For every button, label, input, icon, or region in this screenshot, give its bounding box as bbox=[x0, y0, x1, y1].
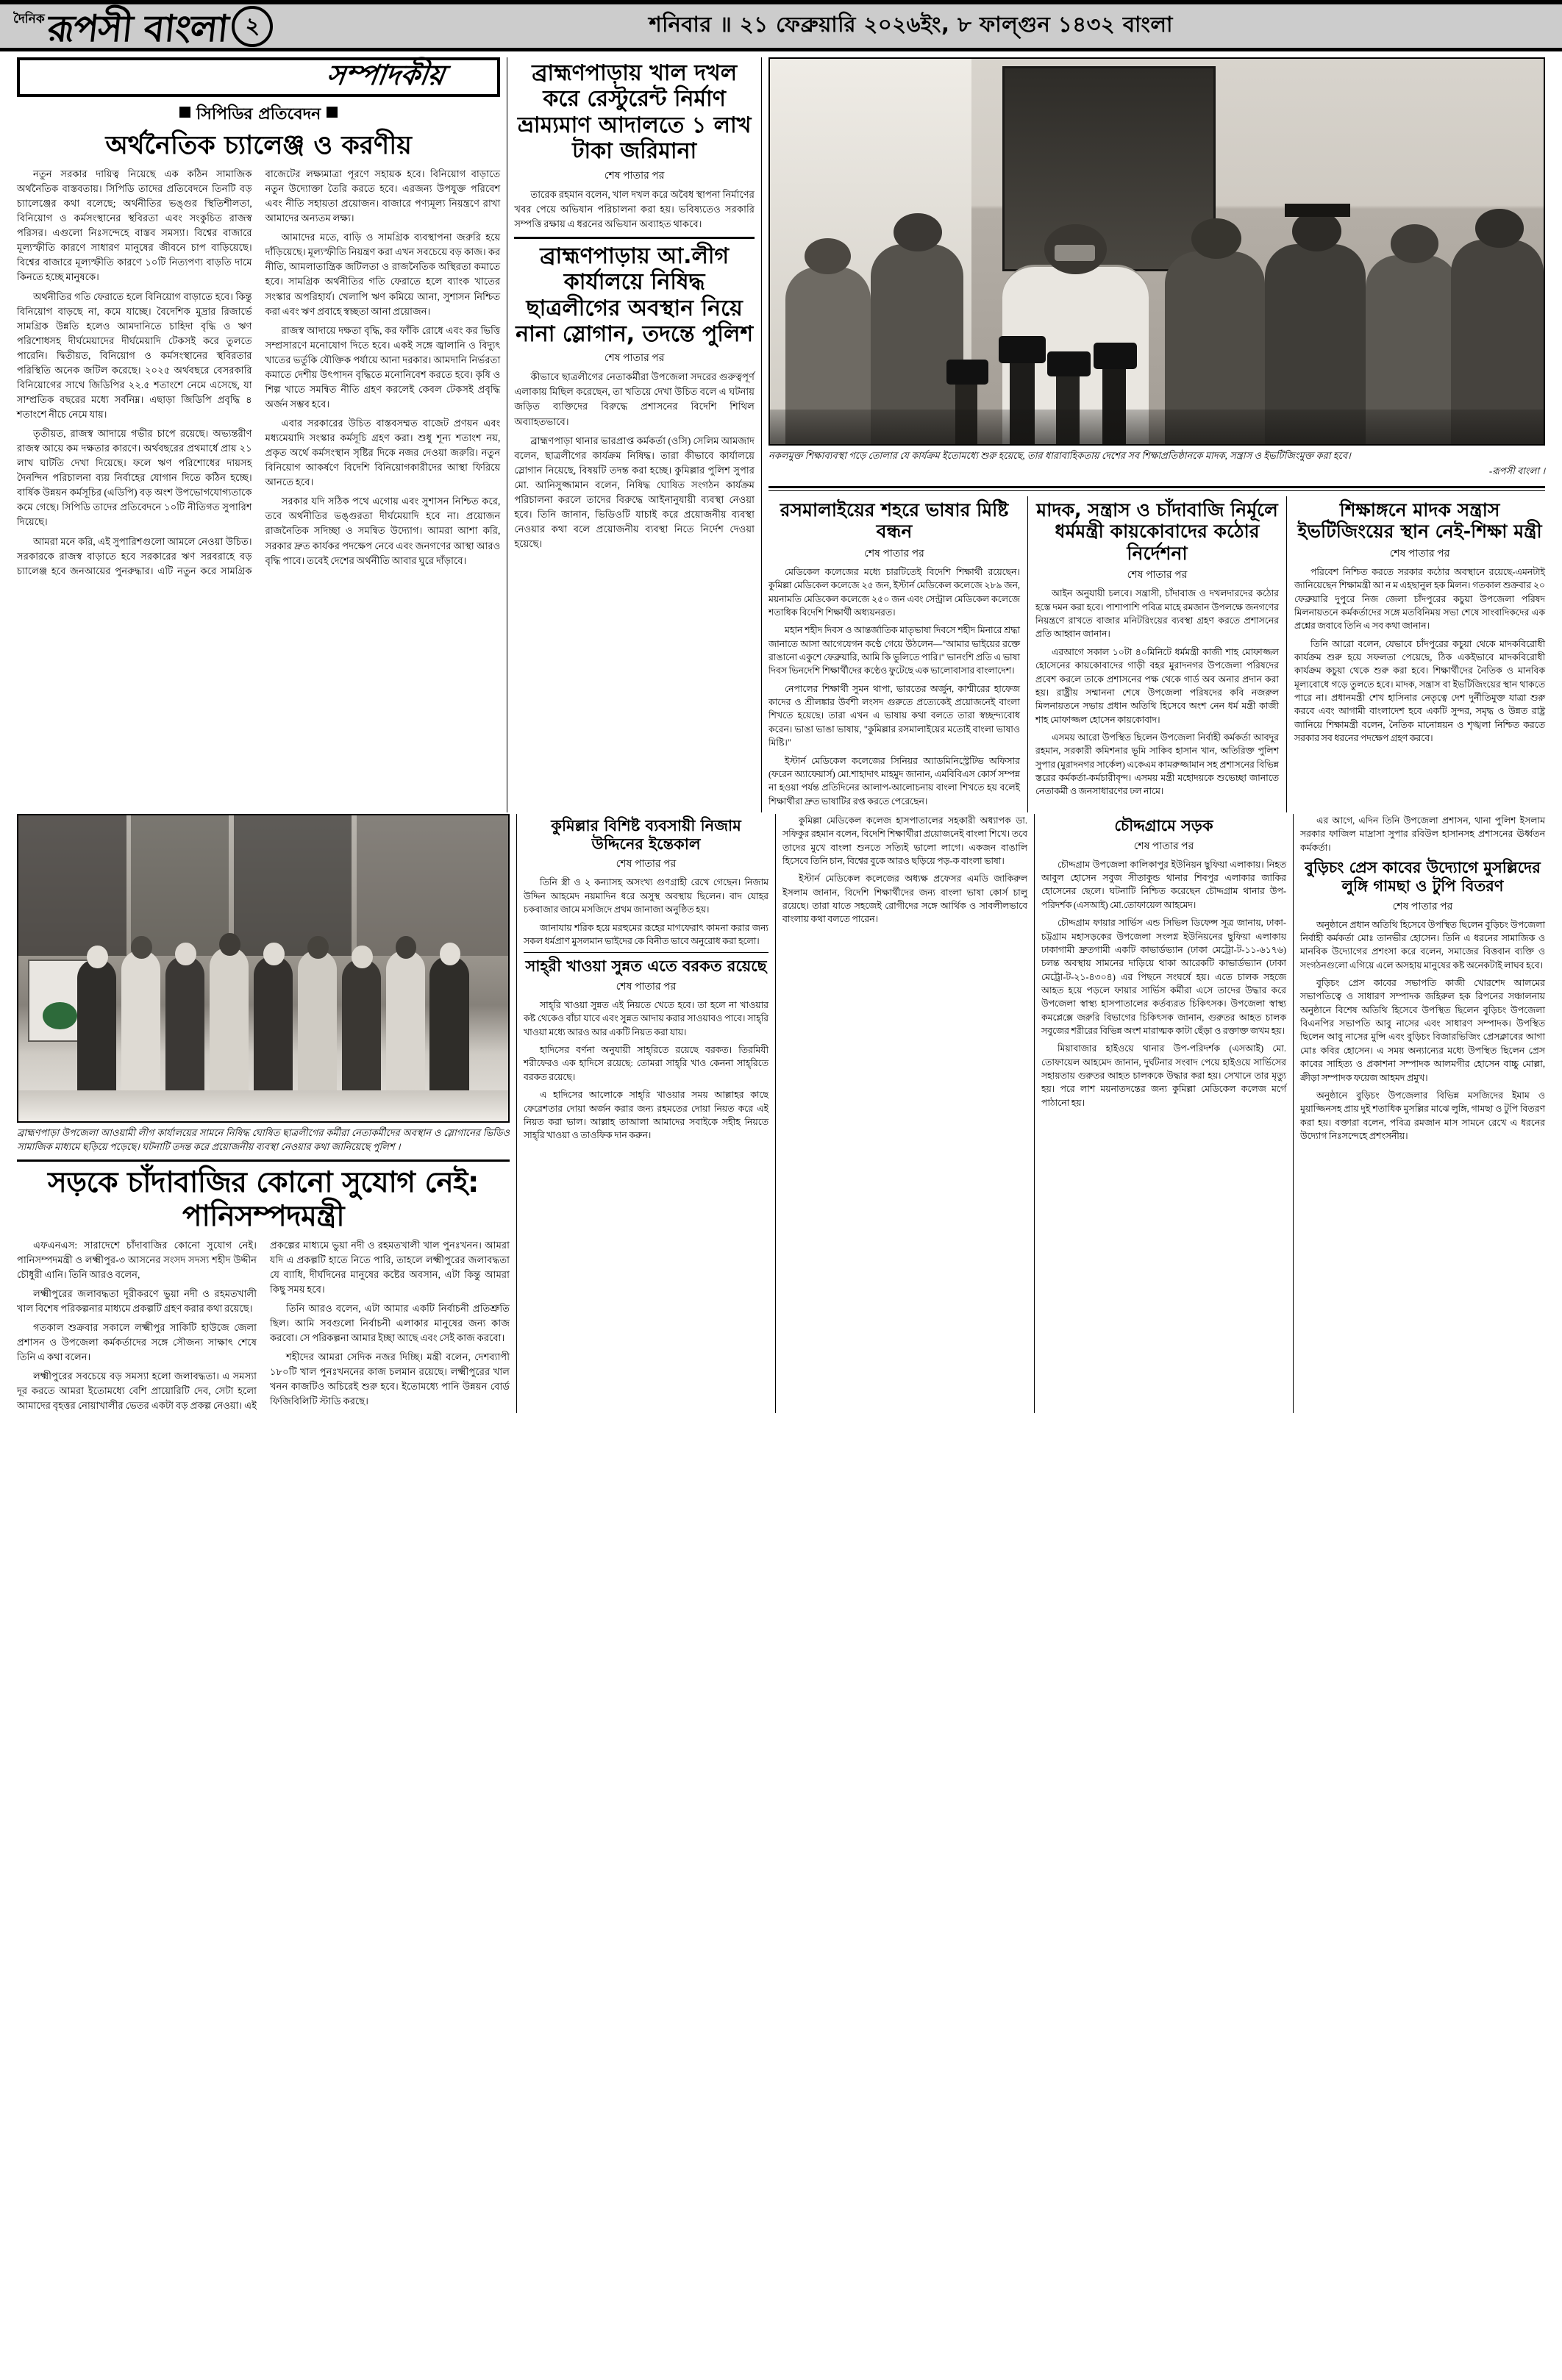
photo-person-head bbox=[894, 213, 941, 251]
photo-officer-cap-icon bbox=[1285, 204, 1350, 217]
article-paragraph: অনুষ্ঠানে বুড়িচং উপজেলার বিভিন্ন মসজিদের ইমাম ও মুয়াজ্জিনসহ প্রায় দুই শতাধিক মুসল্লির মাঝে লুঙ্গি, গামছা ও টুপি বিতরণ করা হয়। বক্তারা বলেন, পবিত্র রমজান মাস সামনে রেখে এ ধরনের উদ্যোগ নিঃসন্দেহে প্রশংসনীয়। bbox=[1300, 1090, 1545, 1141]
article-paragraph: চৌদ্দগ্রাম ফায়ার সার্ভিস এন্ড সিভিল ডিফেন্স সূত্র জানায়, ঢাকা-চট্টগ্রাম মহাসড়কের উপজেলা সংলগ্ন ইউনিয়নের ছুফিয়া এলাকায় ঢাকাগামী দ্রুতগামী একটি কাভার্ডভ্যান (ঢাকা মেট্রো-ট-১১-৬১৭৬) চলন্ত অবস্থায় সামনের দাড়িয়ে থাকা আরেকটি কাভার্ডভ্যান (ঢাকা মেট্রো-ট-২১-৪৩০৪) এর পিছনে সংঘর্ষে হয়। এতে চালক সহজে আহত হয়ে পড়লে ফায়ার সার্ভিস কর্মীরা এসে তাদের উদ্ধার করে উপজেলা স্বাস্থ্য হাসপাতালের কর্তব্যরত চিকিৎসক। উপজেলা স্বাস্থ্য কমপ্লেক্সে জরুরি বিভাগের চিকিৎসক জানান, গুরুতর আহত চালক সবুজের শরীরের বিভিন্ন অংশ মারাত্মক কাটা ছেঁড়া ও রক্তাক্ত জখম হয়। bbox=[1041, 918, 1286, 1037]
editorial-section bbox=[10, 57, 507, 812]
photo-eyeglasses-icon bbox=[1055, 245, 1095, 261]
article-paragraph: এর আগে, এদিন তিনি উপজেলা প্রশাসন, থানা পুলিশ ইসলাম সরকার ফাজিল মাদ্রাসা সুপার রবিউল হাসানসহ প্রশাসনের ঊর্ধ্বতন কর্মকর্তা। bbox=[1300, 815, 1545, 853]
article-paragraph: কীভাবে ছাত্রলীগের নেতাকর্মীরা উপজেলা সদরের গুরুত্বপূর্ণ এলাকায় মিছিল করেছেন, তা খতিয়ে দেখা উচিত বলে এ ঘটনায় জড়িত ব্যক্তিদের বিরুদ্ধে প্রশাসনের বিদেশি শিথিল অব্যাহতভাবে। bbox=[514, 371, 755, 427]
editorial-paragraph: রাজস্ব আদায়ে দক্ষতা বৃদ্ধি, কর ফাঁকি রোধে এবং কর ভিত্তি সম্প্রসারণে মনোযোগ দিতে হবে। একই সঙ্গে জ্বালানি ও বিদ্যুৎ খাতের ভর্তুকি যৌক্তিক পর্যায়ে আনা দরকার। আমদানি নির্ভরতা কমাতে দেশীয় উৎপাদন বৃদ্ধিতে মনোনিবেশ করতে হবে। কৃষি ও শিল্প খাতে সমন্বিত নীতি গ্রহণ করলেই কেবল টেকসই প্রবৃদ্ধি অর্জন সম্ভব হবে। bbox=[265, 324, 501, 410]
jump-line: শেষ পাতার পর bbox=[1389, 548, 1450, 560]
article-paragraph: তারেক রহমান বলেন, খাল দখল করে অবৈধ স্থাপনা নির্মাণের খবর পেয়ে অভিযান পরিচালনা করা হয়। ভবিষ্যতেও সরকারি সম্পত্তি রক্ষায় এ ধরনের অভিযান অব্যাহত থাকবে। bbox=[514, 188, 755, 229]
photo-person bbox=[342, 959, 381, 1093]
photo-shopfront bbox=[18, 815, 126, 956]
photo-person-head bbox=[131, 936, 152, 959]
masthead-date: শনিবার ॥ ২১ ফেব্রুয়ারি ২০২৬ইং, ৮ ফাল্গুন ১৪৩২ বাংলা bbox=[649, 12, 1173, 37]
section-divider bbox=[514, 237, 755, 239]
article-headline-shikkhangon: শিক্ষাঙ্গনে মাদক সন্ত্রাস ইভটিজিংয়ের স্থান নেই-শিক্ষা মন্ত্রী bbox=[1297, 498, 1542, 543]
article-headline-chadabaji: সড়কে চাঁদাবাজির কোনো সুযোগ নেই: পানিসম্পদমন্ত্রী bbox=[48, 1165, 479, 1233]
photo1-caption: নকলমুক্ত শিক্ষাব্যবস্থা গড়ে তোলার যে কার্যক্রম ইতোমধ্যে শুরু হয়েছে, তার ধারাবাহিকতায় দেশের সব শিক্ষাপ্রতিষ্ঠানকে মাদক, সন্ত্রাস ও ইভটিজিংমুক্ত করা হবে। bbox=[768, 450, 1351, 461]
article-headline-chatraleeg: ব্রাহ্মণপাড়ায় আ.লীগ কার্যালয়ে নিষিদ্ধ ছাত্রলীগের অবস্থান নিয়ে নানা স্লোগান, তদন্তে পুলিশ bbox=[516, 243, 754, 347]
bottom-region bbox=[10, 814, 1552, 1413]
article-paragraph: চৌদ্দগ্রাম উপজেলা কালিকাপুর ইউনিয়ন ছুফিয়া এলাকায়। নিহত আবুল হোসেন সবুজ সীতাকুন্ড থানার শিবপুর এলাকার জাকির হোসেনের ছেলে। ঘটনাটি নিশ্চিত করেছেন চৌদ্দগ্রাম থানার উপ-পরিদর্শক (এসআই) মো.তোফায়েল আহমেদ। bbox=[1041, 859, 1286, 910]
article-headline-burichang: বুড়িচং প্রেস কাবের উদ্যোগে মুসল্লিদের লুঙ্গি গামছা ও টুপি বিতরণ bbox=[1305, 859, 1541, 895]
article-headline-khal-dakhal: ব্রাহ্মণপাড়ায় খাল দখল করে রেস্টুরেন্ট নির্মাণ ভ্রাম্যমাণ আদালতে ১ লাখ টাকা জরিমানা bbox=[517, 60, 752, 165]
column-5 bbox=[1027, 496, 1286, 812]
photo-person-head bbox=[1391, 224, 1438, 262]
section-divider bbox=[768, 486, 1545, 491]
article-headline-rosmalai: রসমালাইয়ের শহরে ভাষার মিষ্টি বন্ধন bbox=[780, 498, 1009, 543]
top-region bbox=[10, 57, 1552, 812]
photo2-caption: ব্রাহ্মণপাড়া উপজেলা আওয়ামী লীগ কার্যালয়ের সামনে নিষিদ্ধ ঘোষিত ছাত্রলীগের কর্মীরা নেতাকর্মীদের অবস্থান ও স্লোগানের ভিডিও সামাজিক মাধ্যমে ছড়িয়ে পড়েছে। ঘটনাটি তদন্ত করে প্রয়োজনীয় ব্যবস্থা নেওয়ার কথা জানিয়েছে পুলিশ । bbox=[17, 1126, 510, 1152]
article-paragraph: এফএনএস: সারাদেশে চাঁদাবাজির কোনো সুযোগ নেই। পানিসম্পদমন্ত্রী ও লক্ষ্মীপুর-৩ আসনের সংসদ সদস্য শহীদ উদ্দীন চৌধুরী এানি। তিনি আরও বলেন, bbox=[17, 1239, 257, 1280]
editorial-paragraph: অর্থনীতির গতি ফেরাতে হলে বিনিয়োগ বাড়াতে হবে। কিন্তু বিনিয়োগ বাড়ছে না, কমে যাচ্ছে। বৈদেশিক মুদ্রার রিজার্ভে সামগ্রিক উন্নতি হলেও আমদানিতে চাহিদা বৃদ্ধি ও ঋণ পরিশোধসহ দীর্ঘমেয়াদের দীর্ঘমেয়াদি টেকসই করে তুলতে পারেনি। দ্বিতীয়ত, বিনিয়োগ ও কর্মসংস্থানের স্থবিরতার পরিস্থিতি অনেক জটিল করেছে। ২০২৫ অর্থবছরে বেসরকারি বিনিয়োগের সাথে জিডিপির ২২.৫ শতাংশে নেমে এসেছে, যা সাম্প্রতিক বছরের মধ্যে সর্বনিম্ন। এছাড়া জিডিপি প্রবৃদ্ধি ৪ শতাংশে নীচে নেমে যায়। bbox=[17, 290, 252, 420]
protest-rally-photo bbox=[17, 814, 510, 1123]
editorial-paragraph: তৃতীয়ত, রাজস্ব আদায়ে গভীর চাপে রয়েছে। অভ্যন্তরীণ রাজস্ব আয়ে কম দক্ষতার কারণে। অর্থবছরের প্রথমার্ধে প্রায় ২১ লাখ ঘাটতি দেখা দিয়েছে। ফলে ঋণ পরিশোধের দায়সহ দৈনন্দিন পরিচালনা ব্যয় নির্বাহের যোগান দিতে কঠিন হচ্ছে। বার্ষিক উন্নয়ন কর্মসূচির (এডিপি) বড় অংশ উপভোগযোগ্যতাকে কমে গেছে। সিপিডি তাদের প্রতিবেদনে ১০টি নীতিগত সুপারিশ দিয়েছে। bbox=[17, 428, 252, 528]
article-paragraph: তিনি আরো বলেন, যেভাবে চাঁদপুরের কচুয়া থেকে মাদকবিরোধী কার্যক্রম শুরু হয়ে সফলতা পেয়েছে, ঠিক একইভাবে মাদকবিরোধী কার্যক্রম কচুয়া থেকে শুরু করা হবে। শিক্ষার্থীদের নৈতিক ও মানবিক মূল্যবোধে গড়ে তুলতে হবে। মাদক, সন্ত্রাস বা ইভটিজিংয়ের স্থান থাকতে পারে না। প্রধানমন্ত্রী শেখ হাসিনার নেতৃত্বে দেশ দুর্নীতিমুক্ত যাত্রা শুরু করবে এবং আগামী বাংলাদেশ হবে একটি সুন্দর, সমৃদ্ধ ও উন্নত রাষ্ট্র জানিয়ে শিক্ষামন্ত্রী বলেন, নৈতিক মানোন্নয়ন ও শৃঙ্খলা নিশ্চিত করতে সরকার সব ধরনের পদক্ষেপ গ্রহণ করবে। bbox=[1294, 638, 1545, 744]
editorial-body bbox=[17, 167, 500, 579]
photo-person bbox=[210, 947, 249, 1094]
article-paragraph: বুড়িচং প্রেস কাবের সভাপতি কাজী খোরশেদ আলমের সভাপতিত্বে ও সাধারণ সম্পাদক জহিরুল হক রিপনের সঞ্চালনায় অনুষ্ঠানে বিশেষ অতিথি হিসেবে উপস্থিত ছিলেন বুড়িচং উপজেলা বিএনপির সভাপতি আবু নাসের এবং সাধারণ সম্পাদক। উপস্থিত ছিলেন আবু নাসের মুন্সি এবং বুড়িচং বিজারভিজিং প্রেসক্লাবের আগা মোঃ কবির হোসেন। এ সময় অন্যান্যের মধ্যে উপস্থিত ছিলেন প্রেস কাবের সাহিত্য ও প্রকাশনা সম্পাদক আলমগীর হোসেন বাচ্চু মোল্লা, ক্রীড়া সম্পাদক ফয়েজ আহমদ প্রমুখ। bbox=[1300, 978, 1545, 1083]
article-paragraph: নেপালের শিক্ষার্থী সুমন থাপা, ভারতের অর্জুন, কাশ্মীরের হাফেজ কাদের ও শ্রীলঙ্কার উর্বশী লংসদ গুরুতে প্রত্যেকেই প্রয়োজনেই বাংলা শিখতে হয়েছে। তারা এখন এ ভাষায় কথা বলতে তারা স্বচ্ছন্দ্যবোধ করেন। ভাঙা ভাঙা ভাষায়, "কুমিল্লার রসমালাইয়ের মতোই বাংলা ভাষাও মিষ্টি।" bbox=[768, 683, 1020, 748]
section-divider bbox=[17, 1159, 510, 1162]
column-3-bottom bbox=[516, 814, 775, 1413]
jump-line: শেষ পাতার পর bbox=[616, 982, 677, 993]
chadabaji-body bbox=[17, 1238, 510, 1414]
column-6 bbox=[1286, 496, 1545, 812]
article-paragraph: এ হাদিসের আলোকে সাহ্‌রি খাওয়ার সময় আল্লাহর কাছে ফেরেশতার দোয়া অর্জন করার জন্য রহমতের দোয়া নিয়ত করে এই নিয়ত করা ভাল। আল্লাহ তাআলা আমাদের সবাইকে সহীহ নিয়তে সাহ্‌রি খাওয়া ও তাওফিক দান করুন। bbox=[524, 1090, 768, 1141]
press-conference-photo bbox=[768, 57, 1545, 446]
article-paragraph: অনুষ্ঠানে প্রধান অতিথি হিসেবে উপস্থিত ছিলেন বুড়িচং উপজেলা নির্বাহী কর্মকর্তা মোঃ তানভীর হোসেন। তিনি এ ধরনের সামাজিক ও মানবিক উদ্যোগের প্রশংসা করে বলেন, সমাজের বিত্তবান ব্যক্তি ও সংগঠনগুলো এগিয়ে এলে অসহায় মানুষের কষ্ট অনেকটাই লাঘব হবে। bbox=[1300, 919, 1545, 971]
photo-person bbox=[386, 950, 425, 1094]
section-divider bbox=[524, 952, 768, 953]
editorial-banner-label: সম্পাদকীয় bbox=[324, 59, 447, 91]
photo1-credit: -রূপসী বাংলা । bbox=[1488, 465, 1545, 476]
photo-microphone-icon bbox=[1094, 343, 1137, 369]
column-4-bottom bbox=[775, 814, 1034, 1413]
jump-line: শেষ পাতার পর bbox=[1127, 570, 1188, 582]
photo-person-head bbox=[1292, 211, 1341, 251]
photo-person bbox=[254, 956, 293, 1093]
article-paragraph: সাহ্‌রি খাওয়া সুন্নত এই নিয়তে খেতে হবে। তা হলে না খাওয়ার কষ্ট থেকেও বাঁচা যাবে এবং সুন্নত আদায় করার সাওয়াবও পাবে। সাহ্‌রি খাওয়া মধ্যে আরও আর একটি নিয়ত করা যায়। bbox=[524, 1000, 768, 1037]
photo-microphone-icon bbox=[946, 360, 988, 385]
photo-person-head bbox=[440, 943, 461, 965]
photo-person bbox=[429, 956, 468, 1093]
photo-person-head bbox=[1475, 209, 1523, 247]
jump-line: শেষ পাতার পর bbox=[604, 170, 665, 182]
article-paragraph: গতকাল শুক্রবার সকালে লক্ষ্মীপুর সাকিটি হাউজে জেলা প্রশাসন ও উপজেলা কর্মকর্তাদের সঙ্গে সৌজন্য সাক্ষাৎ শেষে তিনি এ কথা বলেন। bbox=[17, 1321, 257, 1363]
column-6-bottom bbox=[1293, 814, 1552, 1413]
photo-person-head bbox=[263, 943, 285, 965]
square-bullet-right-icon bbox=[327, 107, 338, 118]
masthead-kicker: দৈনিক bbox=[13, 11, 45, 26]
jump-line: শেষ পাতার পর bbox=[1392, 901, 1453, 912]
sub-columns-under-photo bbox=[768, 496, 1545, 812]
photo-shopfront bbox=[131, 815, 229, 956]
article-paragraph: ইস্টার্ন মেডিকেল কলেজের সিনিয়র অ্যাডমিনিস্ট্রেটিভ অফিসার (ফরেন অ্যাফেয়ার্স) মো.শাহাদাৎ মাহমুদ জানান, এমবিবিএস কোর্স সম্পন্ন না হওয়া পর্যন্ত প্রতিদিনের আলাপ-আলোচনায় বাংলা শিখতে হয় বলেই শিক্ষার্থীরা দ্রুত ভাষাটির রপ্ত করতে পেরেছেন। bbox=[768, 755, 1020, 807]
editorial-paragraph: নতুন সরকার দায়িত্ব নিয়েছে এক কঠিন সামাজিক অর্থনৈতিক বাস্তবতায়। সিপিডি তাদের প্রতিবেদনে তিনটি বড় চ্যালেঞ্জের কথা বলেছে; অর্থনীতির ভঙ্গুর স্থিতিশীলতা, বিনিয়োগ ও কর্মসংস্থানের স্থবিরতা এবং সংকুচিত রাজস্ব পরিসর। এগুলো নিঃসন্দেহে বাস্তব সমস্যা। বিশ্বের বাজারে মূল্যস্ফীতি কারণে সাধারণ মানুষের জীবনে চাপ বাড়িয়েছে। বিশ্বের বাজারে মূল্যস্ফীতি কারণে ১০টি নিত্যপণ্য বাড়তি দামে কিনতে হচ্ছে মানুষকে। bbox=[17, 168, 252, 283]
article-headline-choddogram: চৌদ্দগ্রামে সড়ক bbox=[1114, 816, 1213, 835]
photo-person bbox=[165, 956, 204, 1093]
article-paragraph: ব্রাহ্মণপাড়া থানার ভারপ্রাপ্ত কর্মকর্তা (ওসি) সেলিম আমজাদ বলেন, ছাত্রলীগের কার্যক্রম নিষিদ্ধ। তারা কীভাবে কার্যালয়ে স্লোগান নিয়েছে, বিষয়টি তদন্ত করা হচ্ছে। কুমিল্লার পুলিশ সুপার মো. আনিসুজ্জামান বলেন, নিষিদ্ধ ঘোষিত সংগঠন কার্যক্রম পরিচালনা করলে তাদের বিরুদ্ধে আইনানুযায়ী ব্যবস্থা নেওয়া হবে। তিনি জানান, ভিডিওটি যাচাই করে প্রয়োজনীয় ব্যবস্থা নেওয়ার কথা বলে প্রয়োজনীয় ব্যবস্থা নিতে নির্দেশ দেওয়া হয়েছে। bbox=[514, 435, 755, 549]
article-headline-sahri: সাহ্‌রী খাওয়া সুন্নত এতে বরকত রয়েছে bbox=[525, 957, 767, 976]
article-paragraph: তিনি স্ত্রী ও ২ কন্যাসহ অসংখ্য গুণগ্রাহী রেখে গেছেন। নিজাম উদ্দিন আহমেদ নয়মাদিন ধরে অসুস্থ অবস্থায় ছিলেন। বাদ যোহর চকবাজার জামে মসজিদে প্রথম জানাজা অনুষ্ঠিত হয়। bbox=[524, 877, 768, 915]
photo-microphone-icon bbox=[1047, 351, 1091, 376]
editorial-paragraph: আমরা মনে করি, এই সুপারিশগুলো আমলে নেওয়া উচিত। সরকারকে রাজস্ব বাড়াতে হবে সরকারের ঋণ সরবরাহে বড় চ্যালেঞ্জ হবে জনআয়ের পুনরুদ্ধার। এটি নতুন করে সামগ্রিক বাজেটের লক্ষ্যমাত্রা পূরণে সহায়ক হবে। বিনিয়োগ বাড়াতে নতুন উদ্যোক্তা তৈরি করতে হবে। এরজন্য উপযুক্ত পরিবেশ এবং নীতি সহায়তা প্রয়োজন। বাজারে পণ্যমূল্য নিয়ন্ত্রণে রাখা আমাদের অন্যতম লক্ষ্য। bbox=[17, 168, 501, 576]
editorial-paragraph: আমাদের মতে, বাড়ি ও সামগ্রিক ব্যবস্থাপনা জরুরি হয়ে দাঁড়িয়েছে। মূল্যস্ফীতি নিয়ন্ত্রণ করা এখন সবচেয়ে বড় কাজ। কর নীতি, আমলাতান্ত্রিক জটিলতা ও রাজনৈতিক অস্থিরতা কমাতে হবে। সামগ্রিক অর্থনীতির গতি ফেরাতে হলে ব্যাংক খাতের সংস্কার অপরিহার্য। খেলাপি ঋণ কমিয়ে আনা, সুশাসন নিশ্চিত করা এবং ঋণ প্রবাহে স্বচ্ছতা আনা প্রয়োজন। bbox=[265, 232, 501, 317]
article-paragraph: শহীদের আমরা সেদিক নজর দিচ্ছি। মন্ত্রী বলেন, দেশব্যাপী ১৮০টি খাল পুনঃখননের কাজ চলমান রয়েছে। লক্ষ্মীপুরের খাল খনন কাজটিও অচিরেই শুরু হবে। ইতোমধ্যে পানি উন্নয়ন বোর্ড ফিজিবিলিটি স্টাডি করছে। bbox=[270, 1351, 510, 1407]
article-paragraph: ইস্টার্ন মেডিকেল কলেজের অধ্যক্ষ প্রফেসর এমডি জাকিরুল ইসলাম জানান, বিদেশি শিক্ষার্থীদের জন্য বাংলা ভাষা কোর্স চালু রয়েছে। তারা যাতে সহজেই রোগীদের সঙ্গে আর্থিক ও সাবলীলভাবে বাংলায় কথা বলতে পারেন। bbox=[782, 873, 1027, 925]
article-paragraph: তিনি আরও বলেন, এটা আমার একটি নির্বাচনী প্রতিশ্রুতি ছিল। আমি সবগুলো নির্বাচনী এলাকার মানুষের জন্য কাজ করবো। সে পরিকল্পনা আমার ইচ্ছা আছে এবং সেই কাজ করবো। bbox=[270, 1302, 510, 1344]
article-paragraph: মহান শহীদ দিবস ও আন্তর্জাতিক মাতৃভাষা দিবসে শহীদ মিনারে শ্রদ্ধা জানাতে আসা আগেযেগন কণ্ঠে গেয়ে উঠলেন—"আমার ভাইয়ের রক্তে রাঙানো একুশে ফেব্রুয়ারি, আমি কি ভুলিতে পারি।" ভানংশি প্রতি এ ভাষা দিবস ভিনদেশি শিক্ষার্থীদের কণ্ঠেও ফুটেছে এক ভালোবাসার বাংলাদেশ। bbox=[768, 625, 1020, 676]
editorial-kicker-label: সিপিডির প্রতিবেদন bbox=[196, 105, 321, 124]
photo-person bbox=[298, 950, 337, 1094]
photo-microphone-icon bbox=[999, 336, 1045, 363]
photo-shopfront bbox=[357, 815, 508, 956]
photo-ground bbox=[18, 1090, 508, 1121]
masthead bbox=[0, 0, 1562, 51]
article-paragraph: জানাযায় শরিক হয়ে মরহুমের রূহের মাগফেরাৎ কামনা করার জন্য সকল ধর্মপ্রাণ মুসলমান ভাইদের কে বিনীত ভাবে অনুরোধ করা হলো। bbox=[524, 922, 768, 946]
article-paragraph: আইন অনুযায়ী চলবে। সন্ত্রাসী, চাঁদাবাজ ও দখলদারদের কঠোর হস্তে দমন করা হবে। পাশাপাশি পবিত্র মাহে রমজান উপলক্ষে জনগণের নিয়ন্ত্রণে রাখতে বাজার মনিটরিংয়ের ব্যবস্থা গ্রহণ করতে প্রশাসনের প্রতি আহ্বান জানান। bbox=[1035, 588, 1279, 640]
photo-banner-emblem-icon bbox=[43, 1002, 77, 1029]
page-number-badge: ২ bbox=[232, 6, 273, 47]
column-3 bbox=[507, 57, 761, 812]
article-paragraph: এসময় আরো উপস্থিত ছিলেন উপজেলা নির্বাহী কর্মকর্তা আবদুর রহমান, সরকারী কমিশনার ভূমি সাকিব হাসান খান, অতিরিক্ত পুলিশ সুপার (মুরাদনগর সার্কেল) একেএম কামরুজ্জামান সহ প্রশাসনের বিভিন্ন স্তরের কর্মকর্তা-কর্মচারীবৃন্দ। এসময় মন্ত্রী মহোদয়কে শুভেচ্ছা জানাতে নেতাকর্মী ও জনসাধারণের ঢল নামে। bbox=[1035, 732, 1279, 797]
article-paragraph: মেডিকেল কলেজের মধ্যে চারটিতেই বিদেশি শিক্ষার্থী রয়েছেন। কুমিল্লা মেডিকেল কলেজে ২৫ জন, ইস্টার্ন মেডিকেল কলেজে ২৮৯ জন, ময়নামতি মেডিকেল কলেজে ২৫০ জন এবং সেন্ট্রাল মেডিকেল কলেজে শতাধিক বিদেশি শিক্ষার্থী অধ্যয়নরত। bbox=[768, 566, 1020, 618]
editorial-banner bbox=[17, 57, 500, 97]
column-1-bottom bbox=[10, 814, 516, 1413]
photo-foreground-shadow bbox=[770, 410, 1544, 444]
article-paragraph: হাদিসের বর্ণনা অনুযায়ী সাহ্‌রিতে রয়েছে বরকত। তিরমিযী শরীফেরও এক হাদিসে রয়েছে: তোমরা সাহ্‌রি খাও কেননা সাহ্‌রিতে বরকত রয়েছে। bbox=[524, 1045, 768, 1082]
jump-line: শেষ পাতার পর bbox=[604, 353, 665, 365]
photo-person-head bbox=[307, 936, 329, 959]
column-4-6-block bbox=[761, 57, 1552, 812]
editorial-paragraph: সরকার যদি সঠিক পথে এগোয় এবং সুশাসন নিশ্চিত করে, তবে অর্থনীতির ভঙ্গুরতা দীর্ঘমেয়াদি হবে না। প্রয়োজন রাজনৈতিক সদিচ্ছা ও সমন্বিত উদ্যোগ। আমরা আশা করি, সরকার দ্রুত কার্যকর পদক্ষেপ নেবে এবং জনগণের আস্থা আরও বৃদ্ধি পাবে। তবেই দেশের অর্থনীতি আবার ঘুরে দাঁড়াবে। bbox=[265, 496, 501, 566]
photo-person-head bbox=[352, 946, 373, 968]
editorial-headline: অর্থনৈতিক চ্যালেঞ্জ ও করণীয় bbox=[105, 131, 412, 160]
photo-person-head bbox=[87, 946, 108, 968]
article-paragraph: কুমিল্লা মেডিকেল কলেজ হাসপাতালের সহকারী অধ্যাপক ডা. সফিকুর রহমান বলেন, বিদেশি শিক্ষার্থীরা প্রয়োজনেই বাংলা শিখে। তবে তাদের মুখে বাংলা শুনতে সত্যিই ভালো লাগে। একজন বাঙালি হিসেবে তিনি চান, বিশ্বের বুকে আরও ছড়িয়ে পড়-ক বাংলা ভাষা। bbox=[782, 815, 1027, 867]
column-5-bottom bbox=[1034, 814, 1293, 1413]
article-headline-nizamuddin: কুমিল্লার বিশিষ্ট ব্যবসায়ী নিজাম উদ্দিনের ইন্তেকাল bbox=[551, 816, 741, 853]
article-paragraph: মিয়াবাজার হাইওয়ে থানার উপ-পরিদর্শক (এসআই) মো. তোফায়েল আহমেদ জানান, দুর্ঘটনার সংবাদ পেয়ে হাইওয়ে সার্ভিসের সহায়তায় গুরুতর আহত চালককে উদ্ধার করা হয়। সেখানে তার মৃত্যু হয়। পরে লাশ ময়নাতদন্তের জন্য কুমিল্লা মেডিকেল কলেজ মর্গে পাঠানো হয়। bbox=[1041, 1043, 1286, 1108]
photo-person-head bbox=[175, 943, 196, 965]
photo-person bbox=[77, 959, 116, 1093]
article-paragraph: লক্ষ্মীপুরের সবচেয়ে বড় সমস্যা হলো জলাবদ্ধতা। এ সমস্যা দূর করতে আমরা ইতোমধ্যে বেশি প্রায়োরিটি দেব, সেটা হলো আমাদের বৃহত্তর নোয়াখালীর ভেতর একটা বড় প্রকল্প নেওয়া। এই প্রকল্পের মাধ্যমে ভুয়া নদী ও রহমতখালী খাল পুনঃখনন। আমরা যদি এ প্রকল্পটি হাতে নিতে পারি, তাহলে লক্ষ্মীপুরের জলাবদ্ধতা যে ব্যাধি, দীর্ঘদিনের মানুষের কষ্টের অবসান, এটা কিন্তু আমরা কিছু সময় হবে। bbox=[17, 1239, 510, 1412]
article-headline-madok: মাদক, সন্ত্রাস ও চাঁদাবাজি নির্মূলে ধর্মমন্ত্রী কায়কোবাদের কঠোর নির্দেশনা bbox=[1036, 498, 1278, 564]
column-4 bbox=[768, 496, 1027, 812]
article-paragraph: লক্ষ্মীপুরের জলাবদ্ধতা দূরীকরণে ভুয়া নদী ও রহমতখালী খাল বিশেষ পরিকল্পনার মাধ্যমে প্রকল্পটি গ্রহণ করার কথা রয়েছে। bbox=[17, 1287, 257, 1314]
editorial-paragraph: এবার সরকারের উচিত বাস্তবসম্মত বাজেট প্রণয়ন এবং মধ্যমেয়াদি সংস্কার কর্মসূচি গ্রহণ করা। শুধু শূন্য শতাংশ নয়, প্রকৃত অর্থে কর্মসংস্থান সৃষ্টির দিকে নজর দেওয়া জরুরি। নতুন বিনিয়োগ আকর্ষণে বিদেশি বিনিয়োগকারীদের আস্থা ফিরিয়ে আনতে হবে। bbox=[265, 418, 501, 488]
photo-person-head bbox=[219, 933, 240, 956]
editorial-kicker bbox=[17, 101, 500, 129]
jump-line: শেষ পাতার পর bbox=[616, 859, 677, 871]
jump-line: শেষ পাতার পর bbox=[864, 548, 924, 560]
photo-person bbox=[121, 950, 160, 1094]
photo-doorway bbox=[1002, 66, 1216, 271]
jump-line: শেষ পাতার পর bbox=[1133, 840, 1194, 852]
photo-shopfront bbox=[234, 815, 352, 956]
photo-person-head bbox=[1191, 218, 1241, 259]
square-bullet-left-icon bbox=[179, 107, 190, 118]
masthead-brand bbox=[13, 6, 273, 50]
article-paragraph: এরআগে সকাল ১০টা ৪০মিনিটে ধর্মমন্ত্রী কাজী শাহ মোফাজ্জল হোসেনের কায়কোবাদের গাড়ী বহর মুরাদনগর উপজেলা পরিষদের প্রবেশ করলে তাকে প্রশাসনের পক্ষ থেকে গার্ড অব অনার প্রদান করা হয়। রাষ্ট্রীয় সম্মাননা শেষে উপজেলা পরিষদের কবি নজরুল মিলনায়তনে সভায় প্রধান অতিথি হিসেবে অংশ নেন ধর্ম মন্ত্রী কাজী শাহ মোফাজ্জল হোসেন কায়কোবাদ। bbox=[1035, 646, 1279, 725]
masthead-title: রূপসী বাংলা bbox=[45, 7, 230, 50]
article-paragraph: পরিবেশ নিশ্চিত করতে সরকার কঠোর অবস্থানে রয়েছে-এমনটাই জানিয়েছেন শিক্ষামন্ত্রী আ ন ম এহছানুল হক মিলন। গতকাল শুক্রবার ২০ ফেব্রুয়ারি দুপুরে নিজ জেলা চাঁদপুরের কচুয়া উপজেলা পরিষদ মিলনায়তনে কর্মকর্তাদের সঙ্গে মতবিনিময় সভা শেষে সাংবাদিকদের এক প্রশ্নের জবাবে তিনি এ সব কথা জানান। bbox=[1294, 566, 1545, 632]
